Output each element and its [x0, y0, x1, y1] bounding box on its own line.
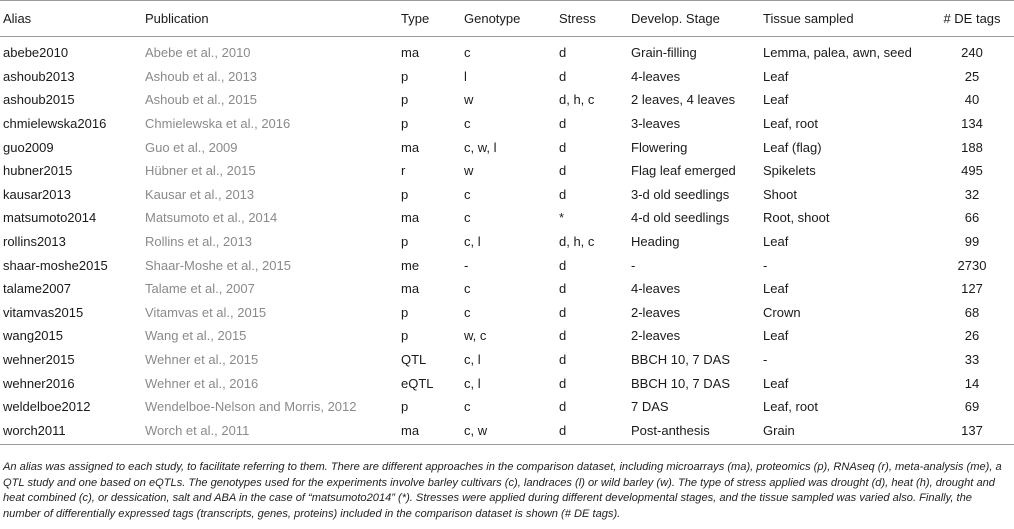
cell-genotype: w: [464, 92, 474, 108]
cell-tissue-sampled: Leaf, root: [763, 399, 818, 415]
cell-alias: vitamvas2015: [3, 304, 84, 320]
cell-genotype: c, l: [464, 375, 481, 391]
cell-genotype: c: [464, 281, 471, 297]
cell-publication: Vitamvas et al., 2015: [145, 304, 267, 320]
cell-de-tags: 134: [961, 116, 983, 132]
cell-publication: Ashoub et al., 2013: [145, 68, 258, 84]
table-row: [0, 183, 1014, 207]
table-row: [0, 253, 1014, 277]
cell-develop-stage: BBCH 10, 7 DAS: [631, 375, 730, 391]
cell-alias: wehner2015: [3, 352, 75, 368]
cell-tissue-sampled: Spikelets: [763, 163, 816, 179]
header-alias: Alias: [0, 1, 145, 37]
cell-alias: matsumoto2014: [3, 210, 97, 226]
header-de-tags: # DE tags: [927, 1, 1014, 37]
cell-develop-stage: 7 DAS: [631, 399, 669, 415]
cell-type: p: [401, 186, 409, 202]
cell-alias: ashoub2015: [3, 92, 75, 108]
cell-tissue-sampled: -: [763, 257, 768, 273]
cell-stress: d: [559, 375, 567, 391]
cell-publication: Guo et al., 2009: [145, 139, 238, 155]
cell-alias: shaar-moshe2015: [3, 257, 108, 273]
cell-publication: Wehner et al., 2016: [145, 375, 259, 391]
header-develop-stage: Develop. Stage: [631, 1, 763, 37]
cell-develop-stage: 4-leaves: [631, 281, 681, 297]
table-row: [0, 277, 1014, 301]
cell-type: p: [401, 116, 409, 132]
table-row: [0, 159, 1014, 183]
cell-de-tags: 68: [964, 304, 980, 320]
cell-alias: wang2015: [3, 328, 63, 344]
cell-alias: weldelboe2012: [3, 399, 91, 415]
cell-develop-stage: 2-leaves: [631, 304, 681, 320]
cell-tissue-sampled: Leaf (flag): [763, 139, 822, 155]
cell-develop-stage: 3-leaves: [631, 116, 681, 132]
cell-publication: Matsumoto et al., 2014: [145, 210, 278, 226]
cell-type: eQTL: [401, 375, 434, 391]
cell-type: p: [401, 304, 409, 320]
cell-genotype: l: [464, 68, 467, 84]
cell-develop-stage: BBCH 10, 7 DAS: [631, 352, 730, 368]
cell-stress: d: [559, 352, 567, 368]
cell-publication: Abebe et al., 2010: [145, 45, 251, 61]
cell-genotype: c: [464, 186, 471, 202]
cell-type: p: [401, 68, 409, 84]
cell-de-tags: 188: [961, 139, 983, 155]
cell-de-tags: 40: [964, 92, 980, 108]
cell-stress: d: [559, 68, 567, 84]
cell-de-tags: 495: [961, 163, 983, 179]
cell-alias: hubner2015: [3, 163, 73, 179]
cell-stress: d: [559, 257, 567, 273]
cell-tissue-sampled: Leaf: [763, 234, 789, 250]
cell-publication: Wehner et al., 2015: [145, 352, 259, 368]
table-row: [0, 230, 1014, 254]
cell-alias: guo2009: [3, 139, 54, 155]
cell-tissue-sampled: Leaf: [763, 68, 789, 84]
table-body: [0, 37, 1014, 445]
cell-tissue-sampled: Leaf: [763, 328, 789, 344]
cell-stress: d: [559, 45, 567, 61]
cell-type: p: [401, 399, 409, 415]
cell-develop-stage: 2-leaves: [631, 328, 681, 344]
cell-develop-stage: Flowering: [631, 139, 688, 155]
cell-publication: Kausar et al., 2013: [145, 186, 255, 202]
cell-alias: worch2011: [0, 419, 145, 445]
cell-tissue-sampled: Root, shoot: [763, 210, 830, 226]
cell-de-tags: 66: [964, 210, 980, 226]
cell-publication: Hübner et al., 2015: [145, 163, 256, 179]
cell-develop-stage: Heading: [631, 234, 680, 250]
cell-stress: d: [559, 281, 567, 297]
cell-develop-stage: 2 leaves, 4 leaves: [631, 92, 736, 108]
cell-publication: Wang et al., 2015: [145, 328, 247, 344]
cell-alias: rollins2013: [3, 234, 66, 250]
header-stress: Stress: [559, 1, 631, 37]
cell-genotype: c: [464, 399, 471, 415]
cell-de-tags: 137: [927, 419, 1014, 445]
cell-publication: Talame et al., 2007: [145, 281, 255, 297]
cell-de-tags: 2730: [957, 257, 987, 273]
cell-type: ma: [401, 210, 420, 226]
cell-genotype: -: [464, 257, 469, 273]
cell-type: ma: [401, 419, 464, 445]
cell-publication: Shaar-Moshe et al., 2015: [145, 257, 291, 273]
cell-tissue-sampled: Leaf: [763, 281, 789, 297]
cell-genotype: c: [464, 304, 471, 320]
header-publication: Publication: [145, 1, 401, 37]
cell-type: p: [401, 328, 409, 344]
cell-genotype: c, w, l: [464, 139, 497, 155]
cell-publication: Wendelboe-Nelson and Morris, 2012: [145, 399, 357, 415]
table-row: [0, 348, 1014, 372]
cell-develop-stage: Flag leaf emerged: [631, 163, 736, 179]
cell-develop-stage: 4-leaves: [631, 68, 681, 84]
cell-alias: chmielewska2016: [3, 116, 107, 132]
cell-de-tags: 127: [961, 281, 983, 297]
header-row: [0, 1, 1014, 37]
cell-type: p: [401, 234, 409, 250]
header-genotype: Genotype: [464, 1, 559, 37]
cell-develop-stage: 3-d old seedlings: [631, 186, 730, 202]
table-row: [0, 65, 1014, 89]
cell-stress: d: [559, 328, 567, 344]
cell-type: ma: [401, 45, 420, 61]
cell-alias: wehner2016: [3, 375, 75, 391]
cell-de-tags: 33: [964, 352, 980, 368]
cell-develop-stage: -: [631, 257, 636, 273]
cell-alias: abebe2010: [3, 45, 69, 61]
table-row: [0, 371, 1014, 395]
table-caption: An alias was assigned to each study, to facilitate referring to them. There are different approaches in the comparison dataset, including microarrays (ma), proteomics (p), RNAseq (r), meta-analysis (me), a QTL study and one based on eQTLs. The genotypes used for the experiments involve barley cultivars (c), landraces (l) or wild barley (w). The type of stress applied was drought (d), heat (h), drought and heat combined (c), or dessication, salt and ABA in the case of “matsumoto2014” (*). Stresses were applied during different developmental stages, and the tissue sampled was varied also. Finally, the number of differentially expressed tags (transcripts, genes, proteins) included in the comparison dataset is shown (# DE tags).: [3, 461, 1002, 520]
cell-publication: Worch et al., 2011: [145, 419, 401, 445]
cell-tissue-sampled: Leaf, root: [763, 116, 818, 132]
cell-develop-stage: Grain-filling: [631, 45, 697, 61]
cell-stress: d: [559, 419, 631, 445]
cell-genotype: w, c: [464, 328, 487, 344]
cell-type: p: [401, 92, 409, 108]
cell-tissue-sampled: -: [763, 352, 768, 368]
cell-type: QTL: [401, 352, 427, 368]
cell-type: r: [401, 163, 406, 179]
cell-genotype: w: [464, 163, 474, 179]
cell-genotype: c, w: [464, 419, 559, 445]
table-row: [0, 112, 1014, 136]
cell-stress: d: [559, 163, 567, 179]
cell-type: me: [401, 257, 420, 273]
header-type: Type: [401, 1, 464, 37]
cell-alias: talame2007: [3, 281, 71, 297]
cell-de-tags: 99: [964, 234, 980, 250]
cell-de-tags: 14: [964, 375, 980, 391]
cell-stress: *: [559, 210, 565, 226]
cell-develop-stage: Post-anthesis: [631, 419, 763, 445]
cell-de-tags: 26: [964, 328, 980, 344]
cell-type: ma: [401, 281, 420, 297]
table-row: [0, 324, 1014, 348]
cell-develop-stage: 4-d old seedlings: [631, 210, 730, 226]
cell-de-tags: 69: [964, 399, 980, 415]
cell-de-tags: 240: [961, 45, 983, 61]
table-row: [0, 419, 1014, 445]
cell-genotype: c: [464, 210, 471, 226]
cell-tissue-sampled: Leaf: [763, 375, 789, 391]
table-row: [0, 135, 1014, 159]
cell-tissue-sampled: Leaf: [763, 92, 789, 108]
cell-alias: kausar2013: [3, 186, 71, 202]
cell-genotype: c: [464, 116, 471, 132]
cell-stress: d: [559, 116, 567, 132]
cell-de-tags: 25: [964, 68, 980, 84]
cell-tissue-sampled: Crown: [763, 304, 801, 320]
cell-stress: d: [559, 139, 567, 155]
cell-stress: d: [559, 186, 567, 202]
table-row: [0, 88, 1014, 112]
cell-stress: d: [559, 304, 567, 320]
table-row: [0, 301, 1014, 325]
cell-genotype: c, l: [464, 352, 481, 368]
cell-genotype: c, l: [464, 234, 481, 250]
cell-tissue-sampled: Grain: [763, 419, 927, 445]
table-row: [0, 37, 1014, 65]
cell-type: ma: [401, 139, 420, 155]
cell-stress: d: [559, 399, 567, 415]
cell-publication: Chmielewska et al., 2016: [145, 116, 291, 132]
cell-stress: d, h, c: [559, 92, 595, 108]
cell-tissue-sampled: Shoot: [763, 186, 797, 202]
table-row: [0, 206, 1014, 230]
cell-publication: Rollins et al., 2013: [145, 234, 252, 250]
cell-genotype: c: [464, 45, 471, 61]
cell-alias: ashoub2013: [3, 68, 75, 84]
cell-de-tags: 32: [964, 186, 980, 202]
cell-tissue-sampled: Lemma, palea, awn, seed: [763, 45, 912, 61]
table-row: [0, 395, 1014, 419]
header-tissue-sampled: Tissue sampled: [763, 1, 927, 37]
cell-stress: d, h, c: [559, 234, 595, 250]
cell-publication: Ashoub et al., 2015: [145, 92, 258, 108]
